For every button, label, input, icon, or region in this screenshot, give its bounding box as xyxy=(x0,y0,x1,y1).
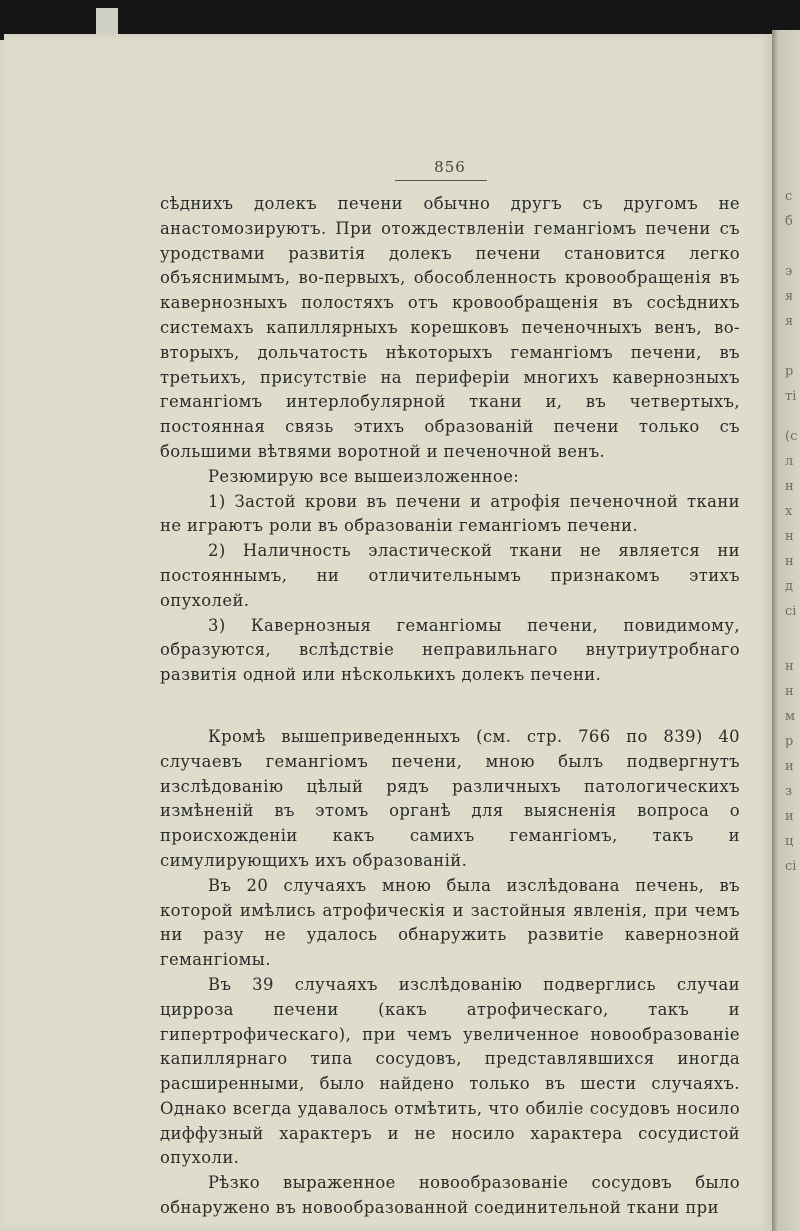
paragraph-conclusion-2: 2) Наличность эластической ткани не является ни постояннымъ, ни отличительнымъ признакомъ этихъ опухолей. xyxy=(160,541,740,610)
edge-fragment: я xyxy=(785,289,794,304)
edge-fragment: ci xyxy=(785,859,797,874)
paragraph-new-section: Кромѣ вышеприведенныхъ (см. стр. 766 по 839) 40 случаевъ гемангіомъ печени, мною былъ подвергнутъ изслѣдованію цѣлый рядъ различныхъ патологическихъ измѣненій въ этомъ органѣ для выясненія вопроса о происхожденіи какъ самихъ гемангіомъ, такъ и симулирующихъ ихъ образованій. xyxy=(160,726,740,870)
paragraph-summary-intro: Резюмирую все вышеизложенное: xyxy=(208,466,520,486)
edge-fragment: сі xyxy=(785,604,797,619)
edge-fragment: с xyxy=(785,189,793,204)
edge-fragment: (с xyxy=(785,429,798,444)
page-number: 856 xyxy=(434,158,466,176)
edge-fragment: и xyxy=(785,809,794,824)
edge-fragment: н xyxy=(785,659,794,674)
paragraph-20-cases: Въ 20 случаяхъ мною была изслѣдована печень, въ которой имѣлись атрофическія и застойныя явленія, при чемъ ни разу не удалось обнаружить развитіе кавернозной гемангіомы. xyxy=(160,875,740,970)
edge-fragment: б xyxy=(785,214,793,229)
edge-fragment: н xyxy=(785,479,794,494)
page-number-underline xyxy=(395,180,487,181)
edge-fragment: я xyxy=(785,314,794,329)
paragraph-39-cases: Въ 39 случаяхъ изслѣдованію подверглись случаи цирроза печени (какъ атрофическаго, такъ и гипертрофическаго), при чемъ увеличенное новообразованіе капиллярнаго типа сосудовъ, представлявшихся иногда расширенными, было найдено только въ шести случаяхъ. Однако всегда удавалось отмѣтить, что обиліе сосудовъ носило диффузный характеръ и не носило характера сосудистой опухоли. xyxy=(160,974,740,1168)
body-text xyxy=(160,192,740,1221)
edge-fragment: н xyxy=(785,529,794,544)
edge-fragment: ті xyxy=(785,389,797,404)
edge-fragment: ц xyxy=(785,834,794,849)
paragraph-neoformation: Рѣзко выраженное новообразованіе сосудовъ было обнаружено въ новообразованной соединительной ткани при xyxy=(160,1173,740,1218)
paragraph-conclusion-3: 3) Кавернозныя гемангіомы печени, повидимому, образуются, вслѣдствіе неправильнаго внутриутробнаго развитія одной или нѣсколькихъ долекъ печени. xyxy=(160,615,740,685)
paragraph-continuation: сѣднихъ долекъ печени обычно другъ съ другомъ не анастомозируютъ. При отождествленіи гемангіомъ печени съ уродствами развитія долекъ печени становится легко объяснимымъ, во-первыхъ, обособленность кровообращенія въ кавернозныхъ полостяхъ отъ кровообращенія въ сосѣднихъ системахъ капиллярныхъ корешковъ печеночныхъ венъ, во-вторыхъ, дольчатость нѣкоторыхъ гемангіомъ печени, въ третьихъ, присутствіе на периферіи многихъ кавернозныхъ гемангіомъ интерлобулярной ткани и, въ четвертыхъ, постоянная связь этихъ образованій печени только съ большими вѣтвями воротной и печеночной венъ. xyxy=(160,194,740,461)
edge-fragment: х xyxy=(785,504,793,519)
edge-fragment: н xyxy=(785,684,794,699)
edge-fragment: д xyxy=(785,579,794,594)
edge-fragment: р xyxy=(785,734,794,749)
edge-fragment: м xyxy=(785,709,796,724)
edge-fragment: э xyxy=(785,264,793,279)
paragraph-conclusion-1: 1) Застой крови въ печени и атрофія печеночной ткани не играютъ роли въ образованіи гемангіомъ печени. xyxy=(160,491,740,536)
edge-fragment: л xyxy=(785,454,794,469)
edge-fragment: и xyxy=(785,759,794,774)
next-page-edge xyxy=(772,30,800,1231)
edge-fragment: н xyxy=(785,554,794,569)
edge-fragment: з xyxy=(785,784,793,799)
edge-fragment: р xyxy=(785,364,794,379)
